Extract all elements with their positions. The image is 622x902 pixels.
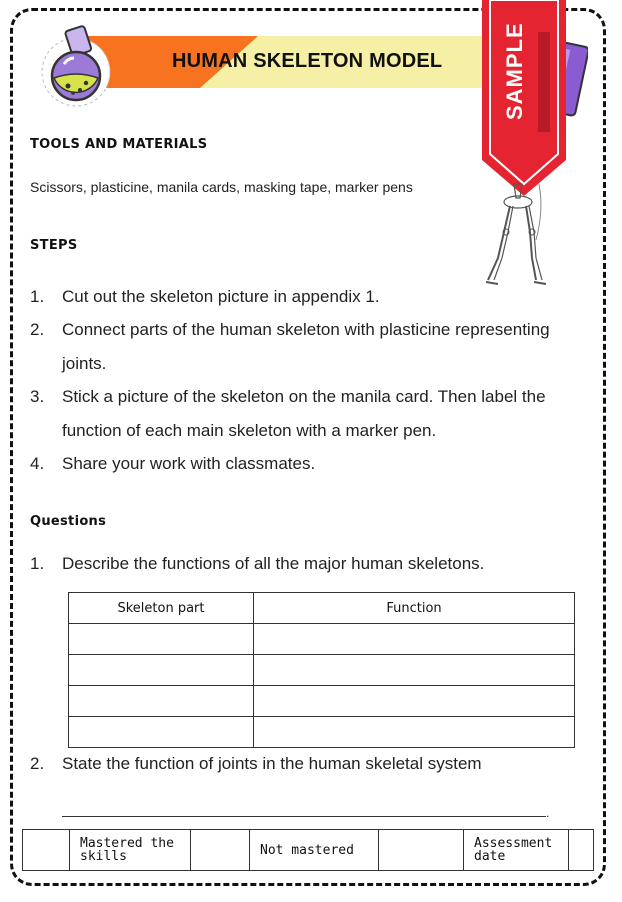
- step-1: [30, 280, 590, 314]
- question-1: [30, 547, 590, 581]
- question-number: 2.: [30, 754, 45, 773]
- steps-heading: STEPS: [30, 238, 78, 253]
- table-row: [69, 655, 575, 686]
- step-text: Share your work with classmates.: [62, 454, 316, 473]
- question-number: 1.: [30, 554, 45, 573]
- step-text-continued: joints.: [62, 354, 107, 373]
- step-text-continued: function of each main skeleton with a marker pen.: [62, 421, 437, 440]
- table-cell[interactable]: [254, 717, 575, 748]
- step-number: 3.: [30, 387, 45, 406]
- step-3: [30, 380, 590, 448]
- table-cell[interactable]: [69, 686, 254, 717]
- step-number: 4.: [30, 454, 45, 473]
- answer-line[interactable]: [62, 816, 546, 817]
- assessment-row: [23, 830, 594, 871]
- answer-line-end: .: [546, 806, 550, 820]
- assessment-date-label: Assessment date: [464, 830, 569, 871]
- table-header-row: [69, 593, 575, 624]
- question-text: Describe the functions of all the major human skeletons.: [62, 554, 485, 573]
- tools-heading: TOOLS AND MATERIALS: [30, 137, 208, 152]
- skeleton-function-table: [68, 592, 575, 748]
- table-cell[interactable]: [254, 655, 575, 686]
- question-text: State the function of joints in the human skeletal system: [62, 754, 482, 773]
- step-text: Stick a picture of the skeleton on the manila card. Then label the: [62, 387, 546, 406]
- questions-heading: Questions: [30, 514, 107, 529]
- assessment-date-field[interactable]: [569, 830, 594, 871]
- step-4: [30, 447, 590, 481]
- table-cell[interactable]: [69, 624, 254, 655]
- table-cell[interactable]: [254, 686, 575, 717]
- column-header: Function: [254, 593, 575, 624]
- not-mastered-label: Not mastered: [250, 830, 379, 871]
- question-2: [30, 747, 590, 781]
- mastered-label: Mastered the skills: [70, 830, 191, 871]
- step-number: 2.: [30, 320, 45, 339]
- table-row: [69, 686, 575, 717]
- assessment-table: [22, 829, 594, 871]
- not-mastered-checkbox[interactable]: [191, 830, 250, 871]
- spacer-cell: [379, 830, 464, 871]
- table-cell[interactable]: [69, 717, 254, 748]
- mastered-checkbox[interactable]: [23, 830, 70, 871]
- flask-icon: [38, 20, 118, 110]
- table-row: [69, 624, 575, 655]
- step-number: 1.: [30, 287, 45, 306]
- step-text: Cut out the skeleton picture in appendix 1.: [62, 287, 380, 306]
- column-header: Skeleton part: [69, 593, 254, 624]
- page-title: HUMAN SKELETON MODEL: [172, 50, 443, 72]
- table-row: [69, 717, 575, 748]
- ribbon-label: SAMPLE: [502, 22, 527, 120]
- step-text: Connect parts of the human skeleton with plasticine representing: [62, 320, 550, 339]
- table-cell[interactable]: [254, 624, 575, 655]
- tools-text: Scissors, plasticine, manila cards, masking tape, marker pens: [30, 179, 413, 195]
- table-cell[interactable]: [69, 655, 254, 686]
- skeleton-icon: [484, 180, 554, 290]
- step-2: [30, 313, 590, 381]
